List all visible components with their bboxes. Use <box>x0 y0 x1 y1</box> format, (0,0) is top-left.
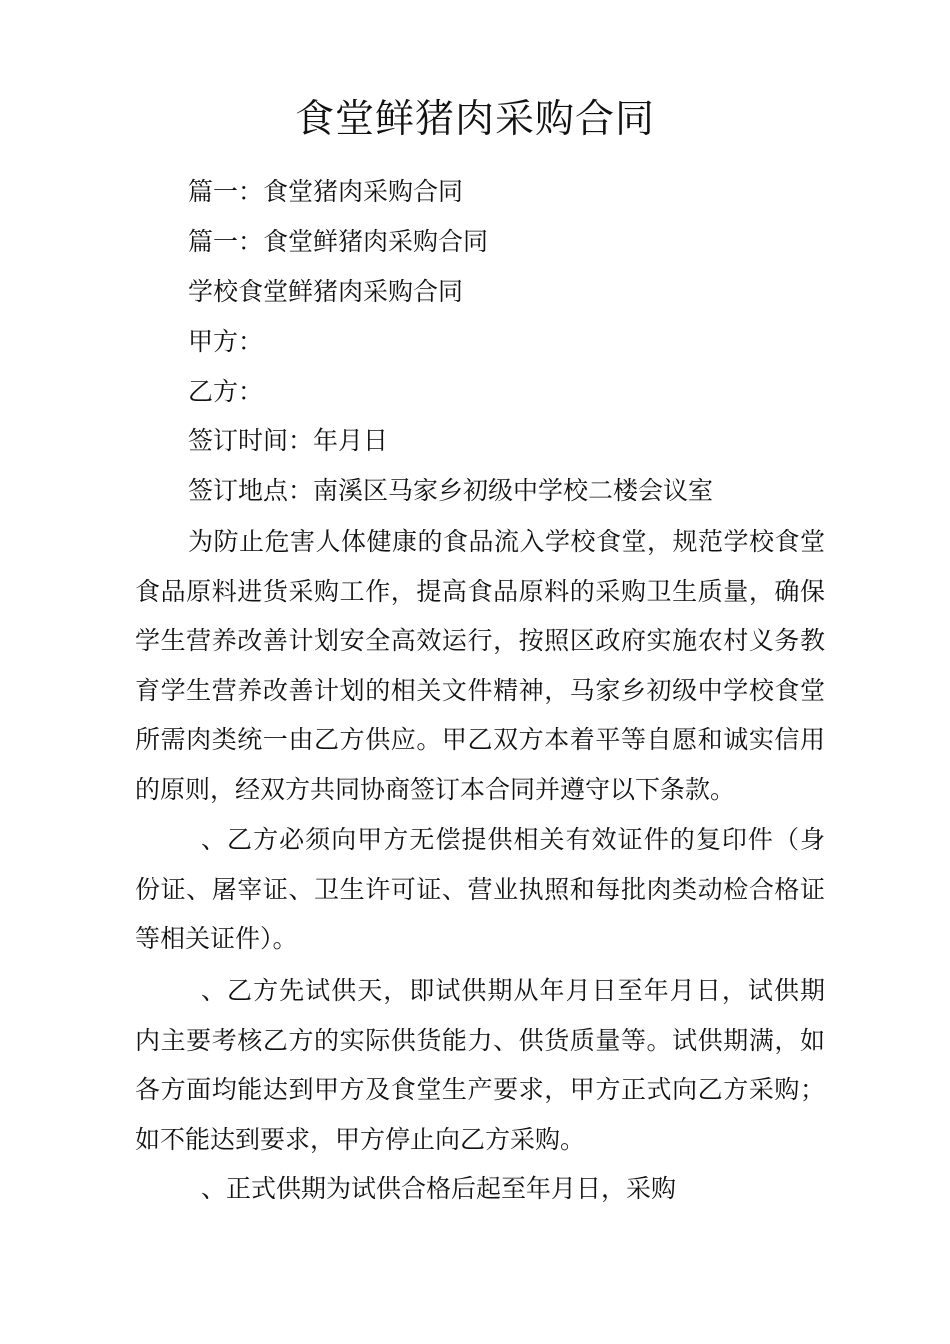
signing-time: 签订时间：年月日 <box>188 426 389 455</box>
header-line-chapter: 篇一：食堂猪肉采购合同 <box>188 177 464 206</box>
preamble-paragraph: 为防止危害人体健康的食品流入学校食堂，规范学校食堂食品原料进货采购工作，提高食品原料的采购卫生质量，确保学生营养改善计划安全高效运行，按照区政府实施农村义务教育学生营养改善计划的相关文件精神，马家乡初级中学校食堂所需肉类统一由乙方供应。甲乙双方本着平等自愿和诚实信用的原则，经双方共同协商签订本合同并遵守以下条款。 <box>135 527 825 804</box>
party-b-label: 乙方： <box>188 377 264 406</box>
header-line-chapter-sub: 篇一：食堂鲜猪肉采购合同 <box>188 227 489 256</box>
clause-paragraph: 、正式供期为试供合格后起至年月日，采购 <box>201 1174 677 1203</box>
clause-paragraph: 、乙方先试供天，即试供期从年月日至年月日，试供期内主要考核乙方的实际供货能力、供货质量等。试供期满，如各方面均能达到甲方及食堂生产要求，甲方正式向乙方采购；如不能达到要求，甲方停止向乙方采购。 <box>135 976 825 1154</box>
party-a-label: 甲方： <box>188 327 264 356</box>
document-title: 食堂鲜猪肉采购合同 <box>294 97 655 142</box>
signing-location: 签订地点：南溪区马家乡初级中学校二楼会议室 <box>188 476 714 505</box>
clause-paragraph: 、乙方必须向甲方无偿提供相关有效证件的复印件（身份证、屠宰证、卫生许可证、营业执照和每批肉类动检合格证等相关证件）。 <box>135 825 825 953</box>
header-line-contract-name: 学校食堂鲜猪肉采购合同 <box>188 277 464 306</box>
